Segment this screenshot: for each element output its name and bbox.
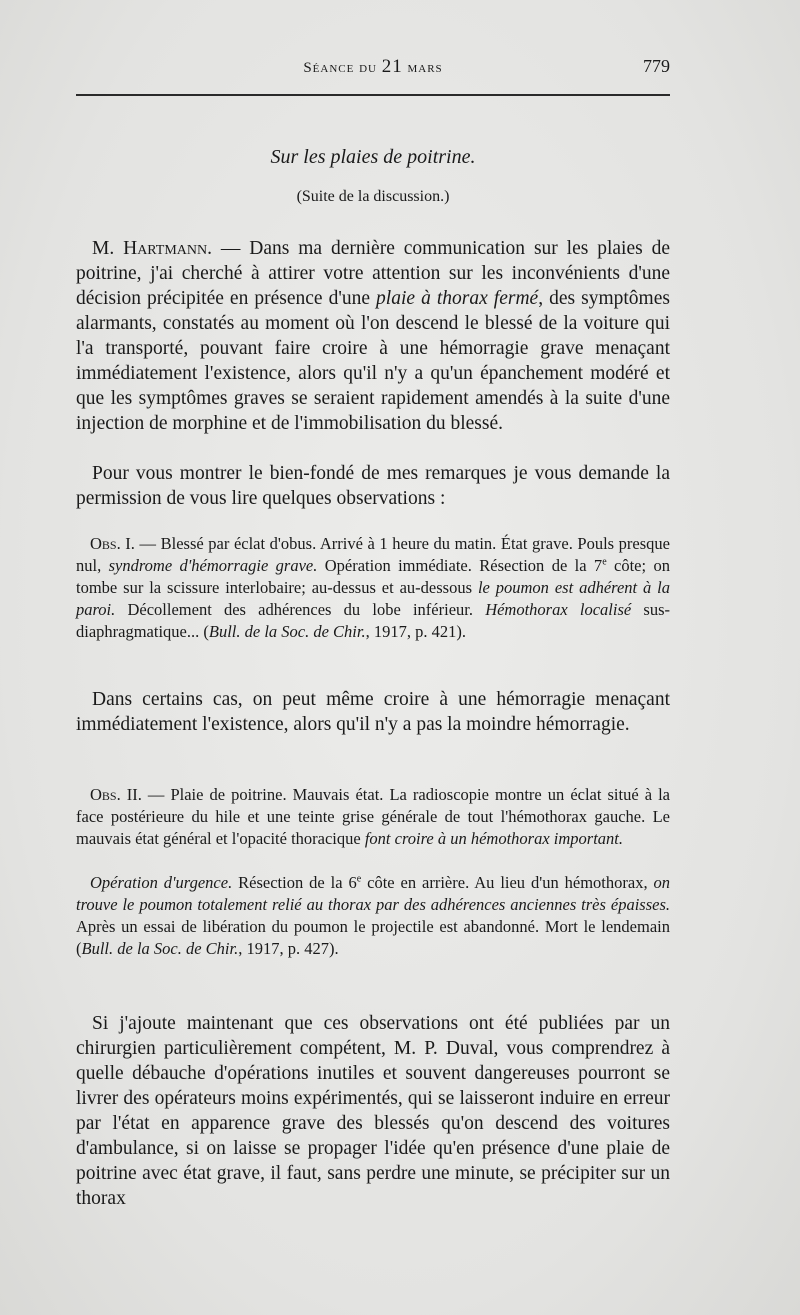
section-title: Sur les plaies de poitrine. — [270, 146, 476, 168]
observation-2-continued: Opération d'urgence. Résection de la 6e côte en arrière. Au lieu d'un hémothorax, on trouve le poumon totalement relié au thorax par des adhérences anciennes très épaisses. Après un essai de libération du poumon le projectile est abandonné. Mort le lendemain (Bull. de la Soc. de Chir., 1917, p. 427). — [76, 873, 671, 958]
paragraph-hartmann: M. Hartmann. — Dans ma dernière communication sur les plaies de poitrine, j'ai cherché à attirer votre attention sur les inconvénients d'une décision précipitée en présence d'une plaie à thorax fermé, des symptômes alarmants, constatés au moment où l'on descend le blessé de la voiture qui l'a transporté, pouvant faire croire à une hémorragie grave menaçant immédiatement l'existence, alors qu'il n'y a qu'un épanchement modéré et que les symptômes graves se seraient rapidement amendés à la suite d'une injection de morphine et de l'immobilisation du blessé. — [76, 238, 671, 434]
paragraph-no-hemorrhage: Dans certains cas, on peut même croire à une hémorragie menaçant immédiatement l'existence, alors qu'il n'y a pas la moindre hémorragie. — [76, 689, 670, 735]
page-number: 779 — [643, 56, 670, 76]
paragraph-conclusion: Si j'ajoute maintenant que ces observations ont été publiées par un chirurgien particulièrement compétent, M. P. Duval, vous comprendrez à quelle débauche d'opérations inutiles et souvent dangereuses pourront se livrer des opérateurs moins expérimentés, qui se laisseront induire en erreur par l'état en apparence grave des blessés qu'on descend des voitures d'ambulance, si on laisse se propager l'idée qu'en présence d'une plaie de poitrine avec état grave, il faut, sans perdre une minute, se précipiter sur un thorax — [76, 1013, 670, 1209]
section-subtitle: (Suite de la discussion.) — [296, 188, 450, 205]
observation-label: Obs. I. — [90, 534, 135, 553]
observation-1: Obs. I. — Blessé par éclat d'obus. Arrivé à 1 heure du matin. État grave. Pouls presque nul, syndrome d'hémorragie grave. Opération immédiate. Résection de la 7e côte; on tombe sur la scissure interlobaire; au-dessus et au-dessous le poumon est adhérent à la paroi. Décollement des adhérences du lobe inférieur. Hémothorax localisé sus-diaphragmatique... (Bull. de la Soc. de Chir., 1917, p. 421). — [76, 534, 671, 641]
header-rule — [76, 94, 670, 96]
running-head: Séance du 21 mars — [303, 56, 443, 77]
speaker-name: M. Hartmann — [92, 238, 208, 259]
page-header — [76, 56, 670, 82]
observation-label: Obs. II. — [90, 785, 142, 804]
paragraph-observations-intro: Pour vous montrer le bien-fondé de mes remarques je vous demande la permission de vous lire quelques observations : — [76, 463, 670, 509]
observation-2: Obs. II. — Plaie de poitrine. Mauvais état. La radioscopie montre un éclat situé à la face postérieure du hile et une teinte grise générale de tout l'hémothorax gauche. Le mauvais état général et l'opacité thoracique font croire à un hémothorax important. — [76, 785, 670, 848]
